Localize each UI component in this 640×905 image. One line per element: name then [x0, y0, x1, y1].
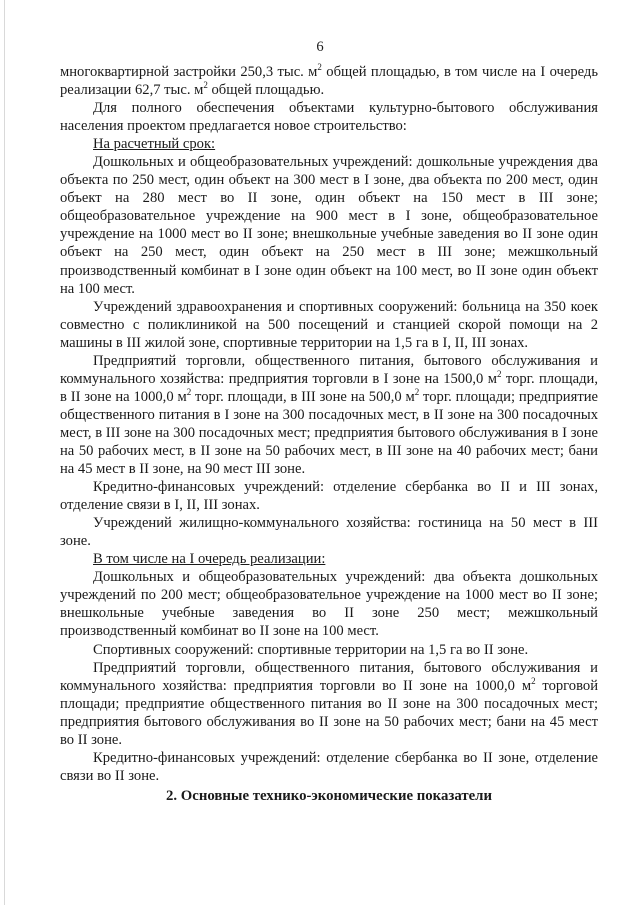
paragraph: Для полного обеспечения объектами культурно-бытового обслуживания населения проектом предлагается новое строительство:: [60, 100, 598, 135]
paragraph-text: торг. площади, в II зоне на 1000,0 м: [60, 370, 598, 405]
scan-edge-line: [4, 0, 5, 905]
page-number: 6: [316, 39, 324, 55]
paragraph: Учреждений здравоохранения и спортивных сооружений: больница на 350 коек совместно с поликлиникой на 500 посещений и станцией скорой помощи на 2 машины в III жилой зоне, спортивные территории на 1,5 га в I, II, III зонах.: [60, 298, 598, 351]
paragraph-text: общей площадью.: [207, 82, 325, 99]
section-heading: 2. Основные технико-экономические показатели: [165, 788, 492, 804]
superscript: 2: [496, 368, 502, 379]
paragraph-text: торг. площади; предприятие общественного питания в I зоне на 300 посадочных мест, в II зоне на 300 посадочных мест, в III зоне на 300 посадочных мест; предприятия бытового обслуживания в I зоне на 50 рабочих мест, в II зоне на 50 рабочих мест, в III зоне на 40 рабочих мест; бани на 45 мест в II зоне, на 90 мест III зоне.: [60, 388, 598, 478]
paragraph-text: многоквартирной застройки 250,3 тыс. м: [60, 64, 318, 80]
subheading-text: В том числе на I очередь реализации:: [93, 551, 326, 568]
superscript: 2: [186, 386, 192, 397]
paragraph-text: торг. площади, в III зоне на 500,0 м: [191, 388, 415, 405]
superscript: 2: [531, 675, 536, 686]
paragraph-text: общей площадью, в том числе на I очередь реализации 62,7 тыс. м: [60, 64, 599, 99]
paragraph: [60, 659, 598, 749]
paragraph: Кредитно-финансовых учреждений: отделение сбербанка во II и III зонах, отделение связи в I, II, III зонах.: [60, 479, 598, 514]
paragraph: Учреждений жилищно-коммунального хозяйства: гостиница на 50 мест в III зоне.: [60, 515, 598, 550]
paragraph-text: Предприятий торговли, общественного питания, бытового обслуживания и коммунального хозяйства: предприятия торговли во II зоне на 1000,0 м: [60, 659, 598, 694]
paragraph: Дошкольных и общеобразовательных учреждений: два объекта дошкольных учреждений по 200 мест; общеобразовательное учреждение на 1000 мест во II зоне; внешкольные учебные заведения во II зоне 250 мест; межшкольный производственный комбинат во II зоне на 100 мест.: [60, 569, 598, 640]
superscript: 2: [203, 80, 208, 91]
subheading: [60, 550, 598, 568]
paragraph: Дошкольных и общеобразовательных учреждений: дошкольные учреждения два объекта по 250 мест, один объект на 300 мест в I зоне, два объекта по 200 мест, один объект на 280 мест во II зоне, один объект на 150 мест в III зоне; общеобразовательное учреждение на 900 мест в I зоне, общеобразовательное учреждение на 1000 мест во II зоне; внешкольные учебные заведения во II зоне один объект на 250 мест, один объект на 250 мест в III зоне; межшкольный производственный комбинат в I зоне один объект на 100 мест, во II зоне один объект на 100 мест.: [60, 154, 598, 297]
superscript: 2: [317, 62, 322, 72]
paragraph: Кредитно-финансовых учреждений: отделение сбербанка во II зоне, отделение связи во II зоне.: [60, 749, 598, 784]
paragraph: [60, 352, 598, 478]
paragraph-text: торговой площади; предприятие общественного питания во II зоне на 300 посадочных мест; предприятия бытового обслуживания во II зоне на 50 рабочих мест; бани на 45 мест во II зоне.: [60, 677, 598, 748]
superscript: 2: [414, 386, 420, 397]
paragraph-text: Предприятий торговли, общественного питания, бытового обслуживания и коммунального хозяйства: предприятия торговли в I зоне на 1500,0 м: [60, 352, 598, 387]
paragraph: [60, 63, 598, 99]
paragraph: Спортивных сооружений: спортивные территории на 1,5 га во II зоне.: [93, 641, 529, 658]
body-text: [60, 63, 598, 785]
subheading-text: На расчетный срок:: [93, 136, 216, 153]
subheading: [60, 135, 598, 153]
